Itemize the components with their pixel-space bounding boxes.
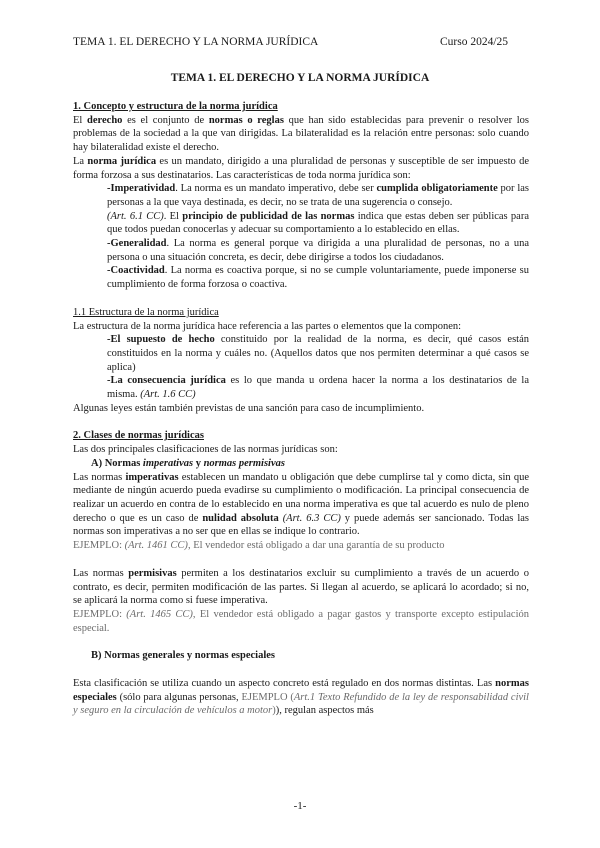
paragraph-norma-juridica: La norma jurídica es un mandato, dirigido a una pluralidad de personas y susceptible de ser impuesto de forma forzosa a sus destinatarios. Las características de toda norma jurídica son:: [73, 155, 529, 181]
section-2-heading: 2. Clases de normas jurídicas: [73, 430, 204, 442]
paragraph-especiales: Esta clasificación se utiliza cuando un aspecto concreto está regulado en dos normas distintas. Las normas especiales (sólo para algunas personas, EJEMPLO (Art.1 Texto Refundido de la ley de responsabilidad civil y seguro en la circulación de vehículos a motor)), regulan aspectos más: [73, 678, 529, 717]
header-left: TEMA 1. EL DERECHO Y LA NORMA JURÍDICA: [73, 36, 319, 48]
paragraph-derecho: El derecho es el conjunto de normas o reglas que han sido establecidas para prevenir o resolver los problemas de la sociedad a la que van dirigidas. La bilateralidad es la relación entre personas: solo cuando hay bilateralidad existe el derecho.: [73, 114, 530, 154]
section-1-1-heading: 1.1 Estructura de la norma jurídica: [73, 306, 219, 318]
paragraph-sancion: Algunas leyes están también previstas de una sanción para caso de incumplimiento.: [73, 402, 425, 414]
characteristic-publicidad: (Art. 6.1 CC). El principio de publicidad de las normas indica que estas deben ser públicas para que todos puedan conocerlas y adecuar su comportamiento a lo establecido en ellas.: [107, 210, 529, 236]
subheading-a: A) Normas imperativas y normas permisivas: [91, 457, 285, 469]
characteristic-coactividad: -Coactividad. La norma es coactiva porque, si no se cumple voluntariamente, puede imponerse su cumplimiento de forma forzosa o coactiva.: [107, 265, 529, 291]
paragraph-clasificaciones: Las dos principales clasificaciones de las normas jurídicas son:: [73, 444, 338, 456]
example-permisiva: EJEMPLO: (Art. 1465 CC), El vendedor está obligado a pagar gastos y transporte excepto estipulación especial.: [73, 608, 529, 634]
page-number: -1-: [293, 800, 307, 812]
paragraph-permisivas: Las normas permisivas permiten a los destinatarios excluir su cumplimiento a través de un acuerdo o contrato, es decir, permiten modificación de las partes. Si llegan al acuerdo, se aplicará lo acordado; si no, se aplicará la norma como si fuese imperativa.: [73, 567, 530, 607]
element-supuesto-de-hecho: -El supuesto de hecho constituido por la realidad de la norma, es decir, qué casos están constituidos en la norma y cuáles no. (Aquellos datos que nos permiten determinar a qué casos se aplica): [107, 334, 529, 373]
characteristic-imperatividad: -Imperatividad. La norma es un mandato imperativo, debe ser cumplida obligatoriamente por las personas a la que vaya destinada, es decir, no se trata de una sugerencia o consejo.: [107, 183, 529, 208]
header-right: Curso 2024/25: [440, 36, 509, 48]
subheading-b: B) Normas generales y normas especiales: [91, 650, 276, 662]
element-consecuencia-juridica: -La consecuencia jurídica es lo que manda u ordena hacer la norma a los destinatarios de la misma. (Art. 1.6 CC): [107, 375, 529, 401]
page-title: TEMA 1. EL DERECHO Y LA NORMA JURÍDICA: [170, 72, 430, 84]
paragraph-imperativas: Las normas imperativas establecen un mandato u obligación que debe cumplirse tal y como dicta, sin que mediante de ningún acuerdo pueda evadirse su cumplimiento o modificación. La principal consecuencia de realizar un acuerdo en contra de lo establecido en una norma imperativa es que tal acuerdo es nulo de pleno derecho o que es un caso de nulidad absoluta (Art. 6.3 CC) y puede además ser sancionado. Todas las normas son imperativas a no ser que en ellas se indique lo contrario.: [73, 471, 530, 538]
paragraph-estructura: La estructura de la norma jurídica hace referencia a las partes o elementos que la componen:: [73, 320, 462, 332]
section-1-heading: 1. Concepto y estructura de la norma jurídica: [73, 101, 278, 112]
example-imperativa: EJEMPLO: (Art. 1461 CC), El vendedor está obligado a dar una garantía de su producto: [73, 540, 445, 552]
characteristic-generalidad: -Generalidad. La norma es general porque va dirigida a una pluralidad de personas, no a una persona o una situación concreta, es decir, debe dirigirse a todos los ciudadanos.: [107, 238, 529, 263]
page-content: [73, 100, 529, 718]
